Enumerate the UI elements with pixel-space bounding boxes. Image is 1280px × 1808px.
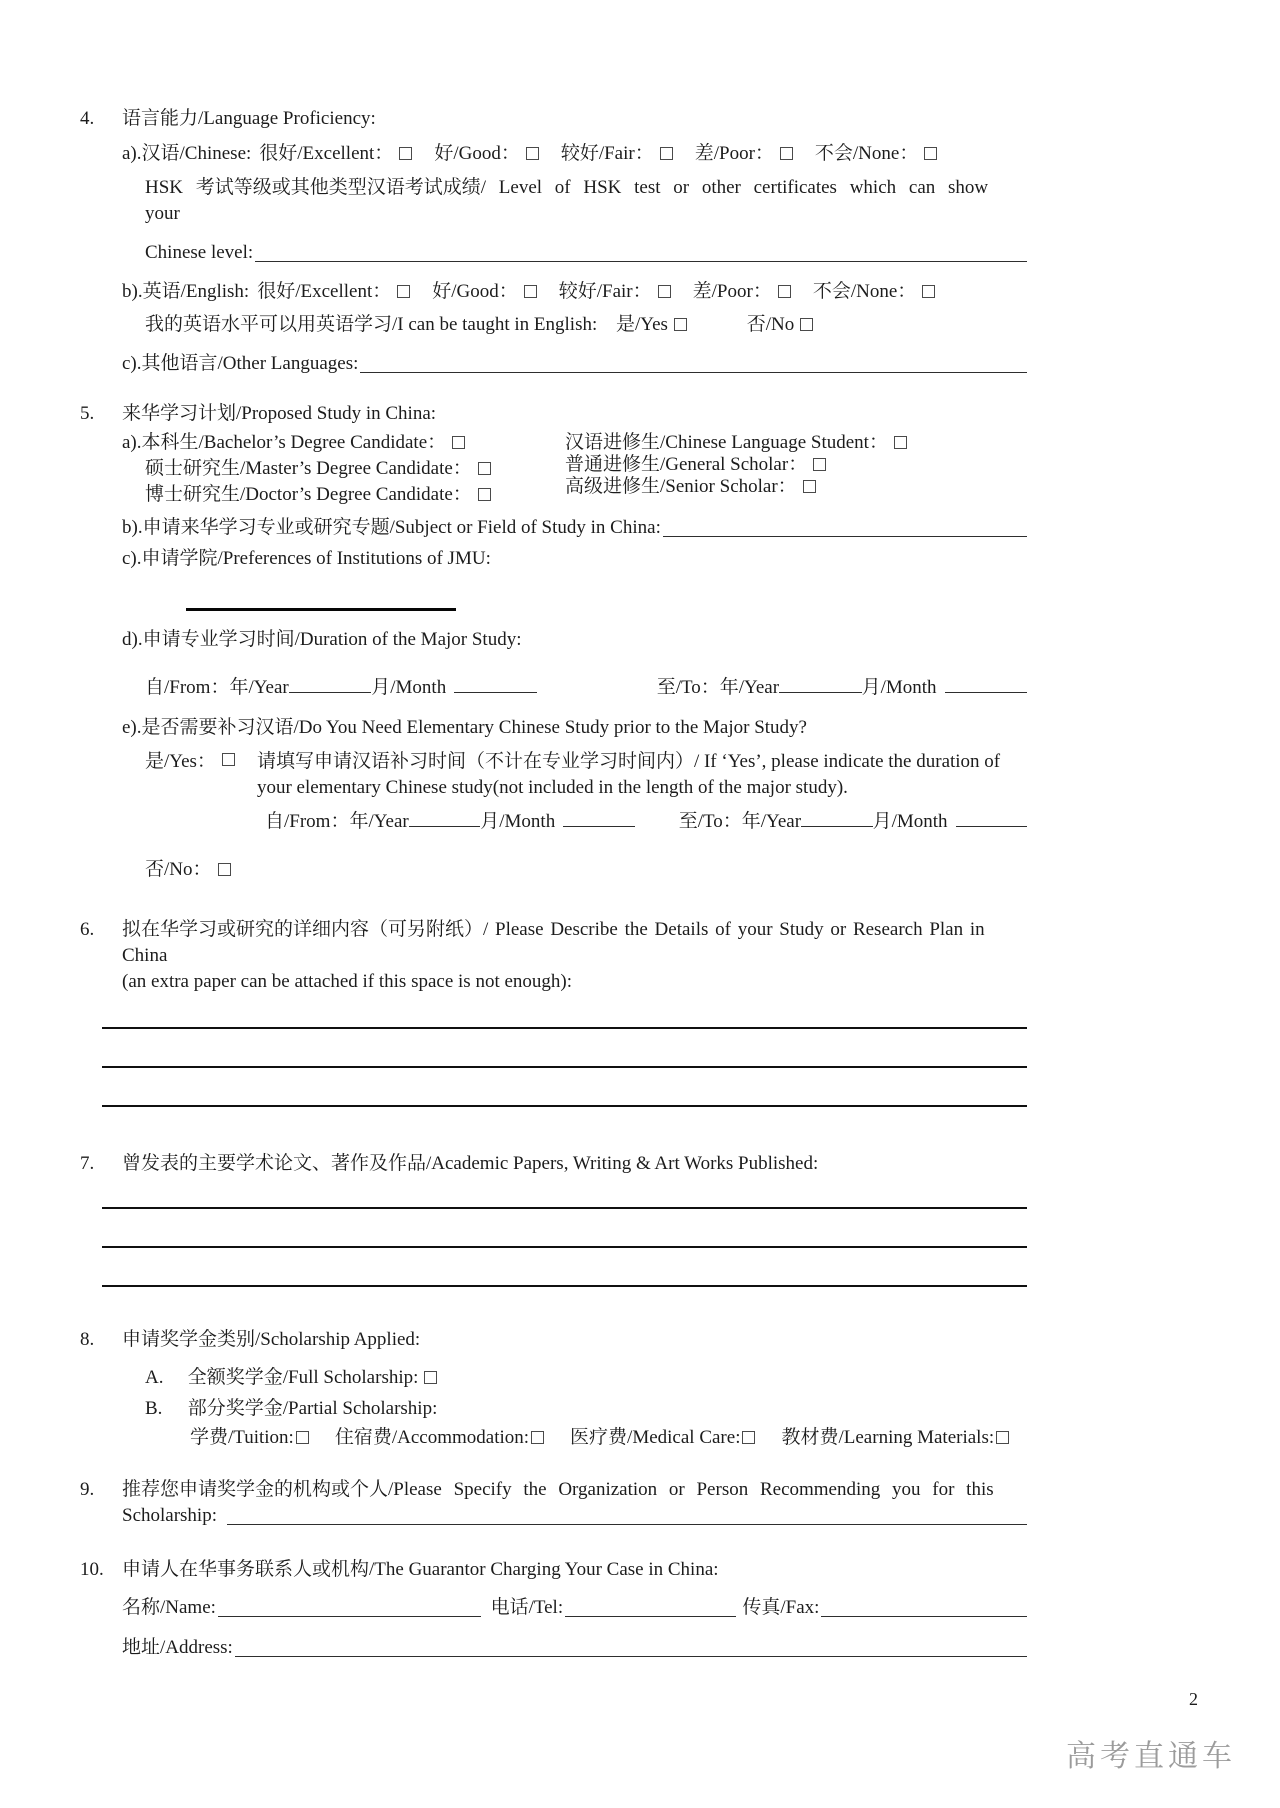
papers-line-3[interactable]	[102, 1285, 1027, 1287]
to-year-blank[interactable]	[779, 676, 862, 693]
checkbox-learning-materials[interactable]	[996, 1431, 1009, 1444]
item9-heading	[80, 1477, 1027, 1529]
master-label: 硕士研究生/Master’s Degree Candidate：	[145, 458, 472, 479]
checkbox-chinese-good[interactable]	[526, 147, 539, 160]
elementary-yes-note-line1: 请填写申请汉语补习时间（不计在专业学习时间内）/ If ‘Yes’, please indicate the duration of	[256, 751, 1001, 772]
fee-medical-care	[570, 1427, 755, 1448]
item4-english-level-row	[122, 279, 1027, 305]
elem-from-label: 自/From：	[265, 811, 350, 832]
checkbox-english-fair[interactable]	[658, 285, 671, 298]
to-label: 至/To：	[656, 677, 720, 698]
study-plan-line-2[interactable]	[102, 1066, 1027, 1068]
to-month-label: 月/Month	[861, 677, 937, 698]
chinese-level-blank-row	[145, 240, 1027, 266]
fee-tuition	[190, 1427, 309, 1448]
checkbox-chinese-none[interactable]	[924, 147, 937, 160]
item4-number: 4.	[80, 108, 95, 129]
from-year-label: 年/Year	[229, 677, 289, 698]
elementary-dates-row	[265, 809, 1027, 835]
elementary-yes-note	[257, 749, 1027, 801]
bachelor-label: a).本科生/Bachelor’s Degree Candidate：	[122, 432, 447, 453]
option-english-excellent	[257, 281, 410, 302]
duration-row	[122, 627, 1027, 653]
elementary-chinese-row	[122, 715, 1027, 741]
institution-row	[122, 546, 1027, 572]
option-bachelor	[122, 430, 565, 456]
checkbox-tuition[interactable]	[296, 1431, 309, 1444]
tel-blank[interactable]	[565, 1616, 736, 1617]
item9-body	[122, 1477, 1027, 1529]
option-english-good	[432, 281, 537, 302]
elem-from-month-label: 月/Month	[480, 811, 556, 832]
elem-from-month-blank[interactable]	[563, 810, 635, 827]
item7-title: 曾发表的主要学术论文、著作及作品/Academic Papers, Writing & Art Works Published:	[122, 1153, 819, 1174]
item6-number: 6.	[80, 919, 95, 940]
duration-label: d).申请专业学习时间/Duration of the Major Study:	[122, 629, 522, 650]
elem-from-year-label: 年/Year	[349, 811, 409, 832]
page-number: 2	[1189, 1689, 1198, 1709]
item6-heading	[80, 917, 1027, 995]
item4-title: 语言能力/Language Proficiency:	[122, 108, 376, 129]
other-languages-row	[122, 351, 1027, 377]
checkbox-english-excellent[interactable]	[397, 285, 410, 298]
option-chinese-none	[815, 143, 937, 164]
guarantor-tel-label: 电话/Tel:	[490, 1597, 564, 1618]
option-chinese-language-student	[565, 432, 1027, 454]
option-chinese-excellent	[259, 143, 412, 164]
fees-row	[190, 1425, 1027, 1451]
scholarship-label: Scholarship:	[122, 1505, 217, 1526]
checkbox-english-good[interactable]	[524, 285, 537, 298]
scholar-options-column	[565, 430, 1027, 508]
from-month-blank[interactable]	[454, 676, 537, 693]
chinese-good-label: 好/Good：	[434, 143, 520, 164]
item10-title: 申请人在华事务联系人或机构/The Guarantor Charging Your Case in China:	[122, 1559, 719, 1580]
item9-title-line1: 推荐您申请奖学金的机构或个人/Please Specify the Organization or Person Recommending you for this	[122, 1479, 994, 1500]
checkbox-medical-care[interactable]	[742, 1431, 755, 1444]
checkbox-english-poor[interactable]	[778, 285, 791, 298]
study-type-options	[122, 430, 1027, 508]
to-year-label: 年/Year	[719, 677, 780, 698]
fax-blank[interactable]	[821, 1616, 1027, 1617]
option-english-fair	[559, 281, 671, 302]
checkbox-taught-no[interactable]	[800, 318, 813, 331]
elem-to-year-blank[interactable]	[801, 810, 873, 827]
tuition-label: 学费/Tuition:	[190, 1427, 294, 1448]
fee-accommodation	[335, 1427, 544, 1448]
watermark: 高考直通车	[1066, 1740, 1236, 1773]
item6-title-line1: 拟在华学习或研究的详细内容（可另附纸）/ Please Describe the Details of your Study or Research Plan in China	[122, 919, 985, 966]
guarantor-address-row	[122, 1635, 1027, 1661]
institution-blank[interactable]	[186, 608, 456, 611]
checkbox-chinese-language-student[interactable]	[894, 436, 907, 449]
elem-to-year-label: 年/Year	[741, 811, 802, 832]
item6-title-line2: (an extra paper can be attached if this space is not enough):	[122, 971, 573, 992]
doctor-label: 博士研究生/Doctor’s Degree Candidate：	[145, 484, 472, 505]
scholarship-recommender-blank[interactable]	[227, 1524, 1027, 1525]
option-senior-scholar	[565, 476, 1027, 498]
elementary-no-row	[145, 857, 1027, 883]
recommender-blank-row	[122, 1503, 1027, 1529]
full-scholarship-prefix: A.	[145, 1367, 164, 1388]
item4-heading	[80, 106, 1027, 132]
from-month-label: 月/Month	[371, 677, 447, 698]
elementary-chinese-label: e).是否需要补习汉语/Do You Need Elementary Chinese Study prior to the Major Study?	[122, 717, 807, 738]
elementary-no-label: 否/No：	[145, 859, 212, 880]
checkbox-chinese-excellent[interactable]	[399, 147, 412, 160]
taught-in-english-label: 我的英语水平可以用英语学习/I can be taught in English:	[145, 314, 598, 335]
degree-options-column	[122, 430, 565, 508]
checkbox-english-none[interactable]	[922, 285, 935, 298]
item8-heading	[80, 1327, 1027, 1353]
option-chinese-fair	[561, 143, 673, 164]
option-doctor	[145, 482, 565, 508]
hsk-level-blank[interactable]	[255, 261, 1027, 262]
institution-label: c).申请学院/Preferences of Institutions of JMU:	[122, 548, 491, 569]
guarantor-name-label: 名称/Name:	[122, 1597, 216, 1618]
english-none-label: 不会/None：	[812, 281, 917, 302]
elem-from-year-blank[interactable]	[409, 810, 481, 827]
checkbox-elementary-yes[interactable]	[222, 753, 235, 766]
chinese-excellent-label: 很好/Excellent：	[259, 143, 394, 164]
option-chinese-good	[434, 143, 539, 164]
item9-number: 9.	[80, 1479, 95, 1500]
senior-scholar-label: 高级进修生/Senior Scholar：	[565, 476, 797, 497]
option-general-scholar	[565, 454, 1027, 476]
form-content	[80, 106, 1027, 1661]
full-scholarship-label: 全额奖学金/Full Scholarship:	[187, 1367, 419, 1388]
item10-heading	[80, 1557, 1027, 1583]
item7-number: 7.	[80, 1153, 95, 1174]
chinese-none-label: 不会/None：	[814, 143, 919, 164]
elementary-yes-row	[145, 749, 1027, 801]
fee-learning-materials	[781, 1427, 1009, 1448]
item4-chinese-level-row	[122, 141, 1027, 167]
elementary-yes-note-line2: your elementary Chinese study(not included in the length of the major study).	[256, 777, 848, 798]
item5-title: 来华学习计划/Proposed Study in China:	[122, 403, 437, 424]
medical-care-label: 医疗费/Medical Care:	[570, 1427, 741, 1448]
general-scholar-label: 普通进修生/General Scholar：	[565, 454, 808, 475]
major-study-dates-row	[145, 675, 1027, 701]
english-excellent-label: 很好/Excellent：	[257, 281, 392, 302]
item7-heading	[80, 1151, 1027, 1177]
subject-row	[122, 515, 1027, 541]
english-label: b).英语/English:	[122, 281, 250, 302]
english-good-label: 好/Good：	[432, 281, 518, 302]
study-plan-line-1[interactable]	[102, 1027, 1027, 1029]
checkbox-master[interactable]	[478, 462, 491, 475]
papers-line-1[interactable]	[102, 1207, 1027, 1209]
elementary-yes-label: 是/Yes：	[145, 751, 216, 772]
checkbox-bachelor[interactable]	[452, 436, 465, 449]
guarantor-contact-row	[122, 1595, 1027, 1621]
address-blank[interactable]	[235, 1656, 1027, 1657]
checkbox-senior-scholar[interactable]	[803, 480, 816, 493]
from-label: 自/From：	[145, 677, 230, 698]
study-plan-line-3[interactable]	[102, 1105, 1027, 1107]
guarantor-fax-label: 传真/Fax:	[742, 1597, 820, 1618]
checkbox-full-scholarship[interactable]	[424, 1371, 437, 1384]
from-year-blank[interactable]	[289, 676, 372, 693]
taught-in-english-row	[145, 312, 1027, 338]
partial-scholarship-prefix: B.	[145, 1398, 163, 1419]
elem-to-month-blank[interactable]	[956, 810, 1028, 827]
full-scholarship-row	[145, 1365, 1027, 1391]
checkbox-elementary-no[interactable]	[218, 863, 231, 876]
item10-number: 10.	[80, 1559, 104, 1580]
chinese-fair-label: 较好/Fair：	[560, 143, 654, 164]
accommodation-label: 住宿费/Accommodation:	[334, 1427, 530, 1448]
elem-to-label: 至/To：	[678, 811, 742, 832]
english-fair-label: 较好/Fair：	[558, 281, 652, 302]
learning-materials-label: 教材费/Learning Materials:	[781, 1427, 995, 1448]
subject-blank[interactable]	[663, 536, 1027, 537]
option-chinese-poor	[695, 143, 793, 164]
to-month-blank[interactable]	[945, 676, 1028, 693]
papers-line-2[interactable]	[102, 1246, 1027, 1248]
item6-title	[122, 917, 1027, 995]
other-languages-blank[interactable]	[360, 372, 1027, 373]
english-poor-label: 差/Poor：	[692, 281, 772, 302]
item5-number: 5.	[80, 403, 95, 424]
chinese-poor-label: 差/Poor：	[694, 143, 774, 164]
item8-title: 申请奖学金类别/Scholarship Applied:	[122, 1329, 421, 1350]
taught-no-label: 否/No	[746, 314, 795, 335]
option-english-poor	[693, 281, 791, 302]
checkbox-chinese-poor[interactable]	[780, 147, 793, 160]
item8-number: 8.	[80, 1329, 95, 1350]
checkbox-taught-yes[interactable]	[674, 318, 687, 331]
other-languages-label: c).其他语言/Other Languages:	[122, 353, 359, 374]
checkbox-general-scholar[interactable]	[813, 458, 826, 471]
item5-heading	[80, 401, 1027, 427]
taught-yes-label: 是/Yes	[616, 314, 668, 335]
chinese-label: a).汉语/Chinese:	[122, 143, 252, 164]
hsk-line: HSK 考试等级或其他类型汉语考试成绩/ Level of HSK test or other certificates which can show your	[145, 177, 989, 224]
chinese-level-label: Chinese level:	[145, 242, 254, 263]
checkbox-doctor[interactable]	[478, 488, 491, 501]
subject-label: b).申请来华学习专业或研究专题/Subject or Field of Study in China:	[122, 517, 661, 538]
partial-scholarship-row	[145, 1396, 1027, 1422]
option-english-none	[813, 281, 935, 302]
chinese-language-student-label: 汉语进修生/Chinese Language Student：	[565, 432, 888, 453]
partial-scholarship-label: 部分奖学金/Partial Scholarship:	[187, 1398, 438, 1419]
name-blank[interactable]	[218, 1616, 481, 1617]
elem-to-month-label: 月/Month	[872, 811, 948, 832]
guarantor-address-label: 地址/Address:	[122, 1637, 233, 1658]
option-master	[145, 456, 565, 482]
checkbox-accommodation[interactable]	[531, 1431, 544, 1444]
checkbox-chinese-fair[interactable]	[660, 147, 673, 160]
